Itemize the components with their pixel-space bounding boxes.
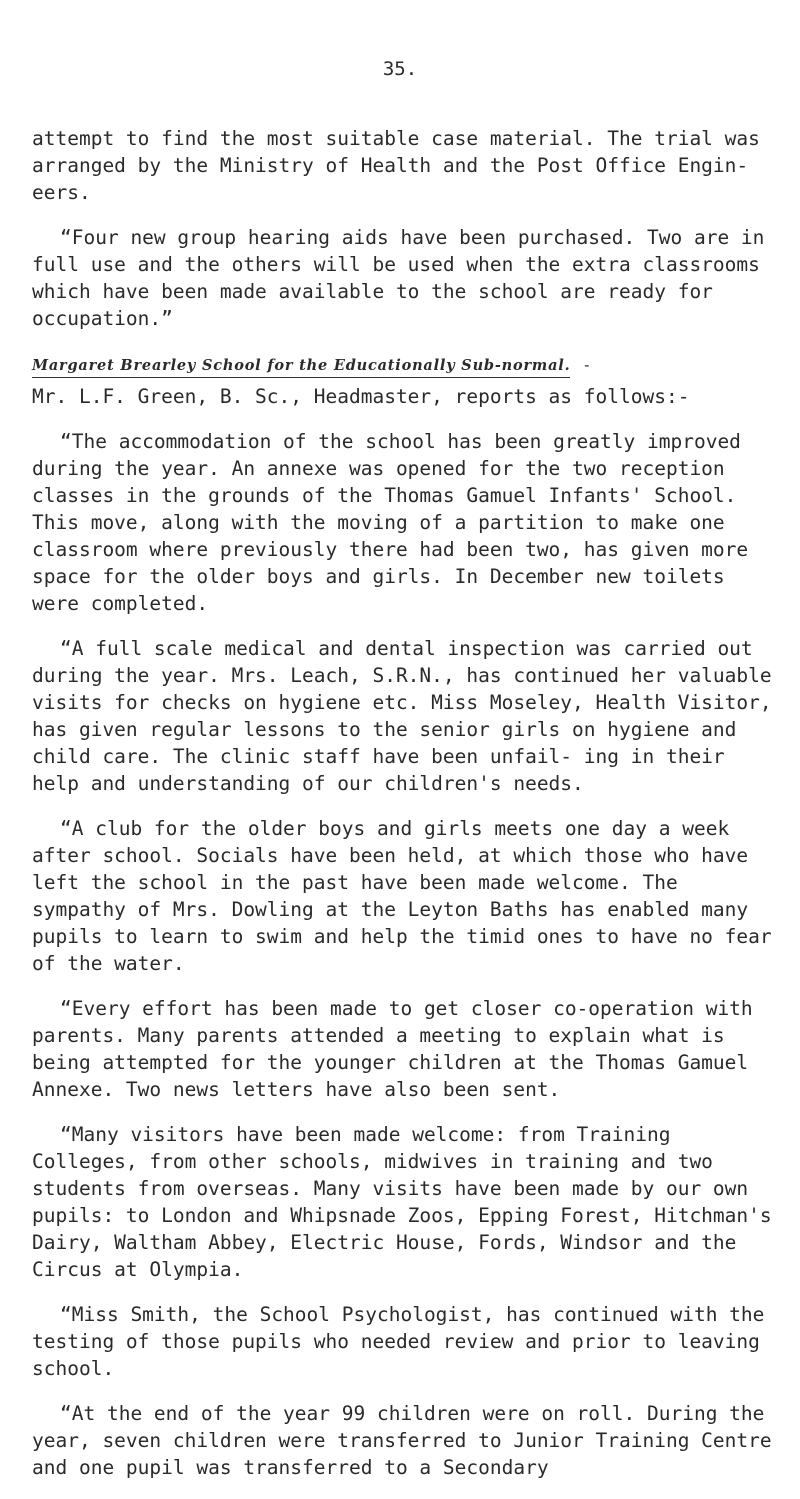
paragraph-club: “A club for the older boys and girls meets one day a week after school. Socials have been held, at which those who have left the school in the past have been made welcome. The sympathy of Mrs. Dowling at the Leyton Baths has enabled many pupils to learn to swim and help the timid ones to have no fear of the water. [32, 817, 772, 975]
page-number: 35. [382, 58, 418, 80]
section-heading-dash: - [582, 356, 592, 374]
paragraph-medical-inspection: “A full scale medical and dental inspection was carried out during the year. Mrs. Leach, S.R.N., has continued her valuable visits for checks on hygiene etc. Miss Moseley, Health Visitor, has given regular lessons to the senior girls on hygiene and child care. The clinic staff have been unfail- ing in their help and understanding of our children's needs. [32, 637, 772, 795]
paragraph-visitors: “Many visitors have been made welcome: from Training Colleges, from other schools, midwives in training and two students from overseas. Many visits have been made by our own pupils: to London and Whipsnade Zoos, Epping Forest, Hitchman's Dairy, Waltham Abbey, Electric House, Fords, Windsor and the Circus at Olympia. [32, 1123, 772, 1281]
paragraph-accommodation: “The accommodation of the school has been greatly improved during the year. An annexe was opened for the two reception classes in the grounds of the Thomas Gamuel Infants' School. This move, along with the moving of a partition to make one classroom where previously there had been two, has given more space for the older boys and girls. In December new toilets were completed. [32, 430, 749, 615]
paragraph-roll: “At the end of the year 99 children were on roll. During the year, seven children were transferred to Junior Training Centre and one pupil was transferred to a Secondary [32, 1402, 772, 1479]
paragraph-continuation: attempt to find the most suitable case material. The trial was arranged by the Ministry of Health and the Post Office Engin- eers. [32, 127, 760, 204]
section-heading: Margaret Brearley School for the Educationally Sub-normal. [32, 356, 570, 378]
paragraph-hearing-aids: “Four new group hearing aids have been purchased. Two are in full use and the others will be used when the extra classrooms which have been made available to the school are ready for occupation.” [32, 226, 765, 330]
report-body [32, 125, 772, 1499]
section-heading-row [32, 350, 772, 379]
paragraph-psychologist: “Miss Smith, the School Psychologist, has continued with the testing of those pupils who needed review and prior to leaving school. [32, 1303, 765, 1380]
section-intro: Mr. L.F. Green, B. Sc., Headmaster, reports as follows:- [32, 385, 690, 408]
paragraph-parents: “Every effort has been made to get closer co-operation with parents. Many parents attended a meeting to explain what is being attempted for the younger children at the Thomas Gamuel Annexe. Two news letters have also been sent. [32, 997, 753, 1101]
